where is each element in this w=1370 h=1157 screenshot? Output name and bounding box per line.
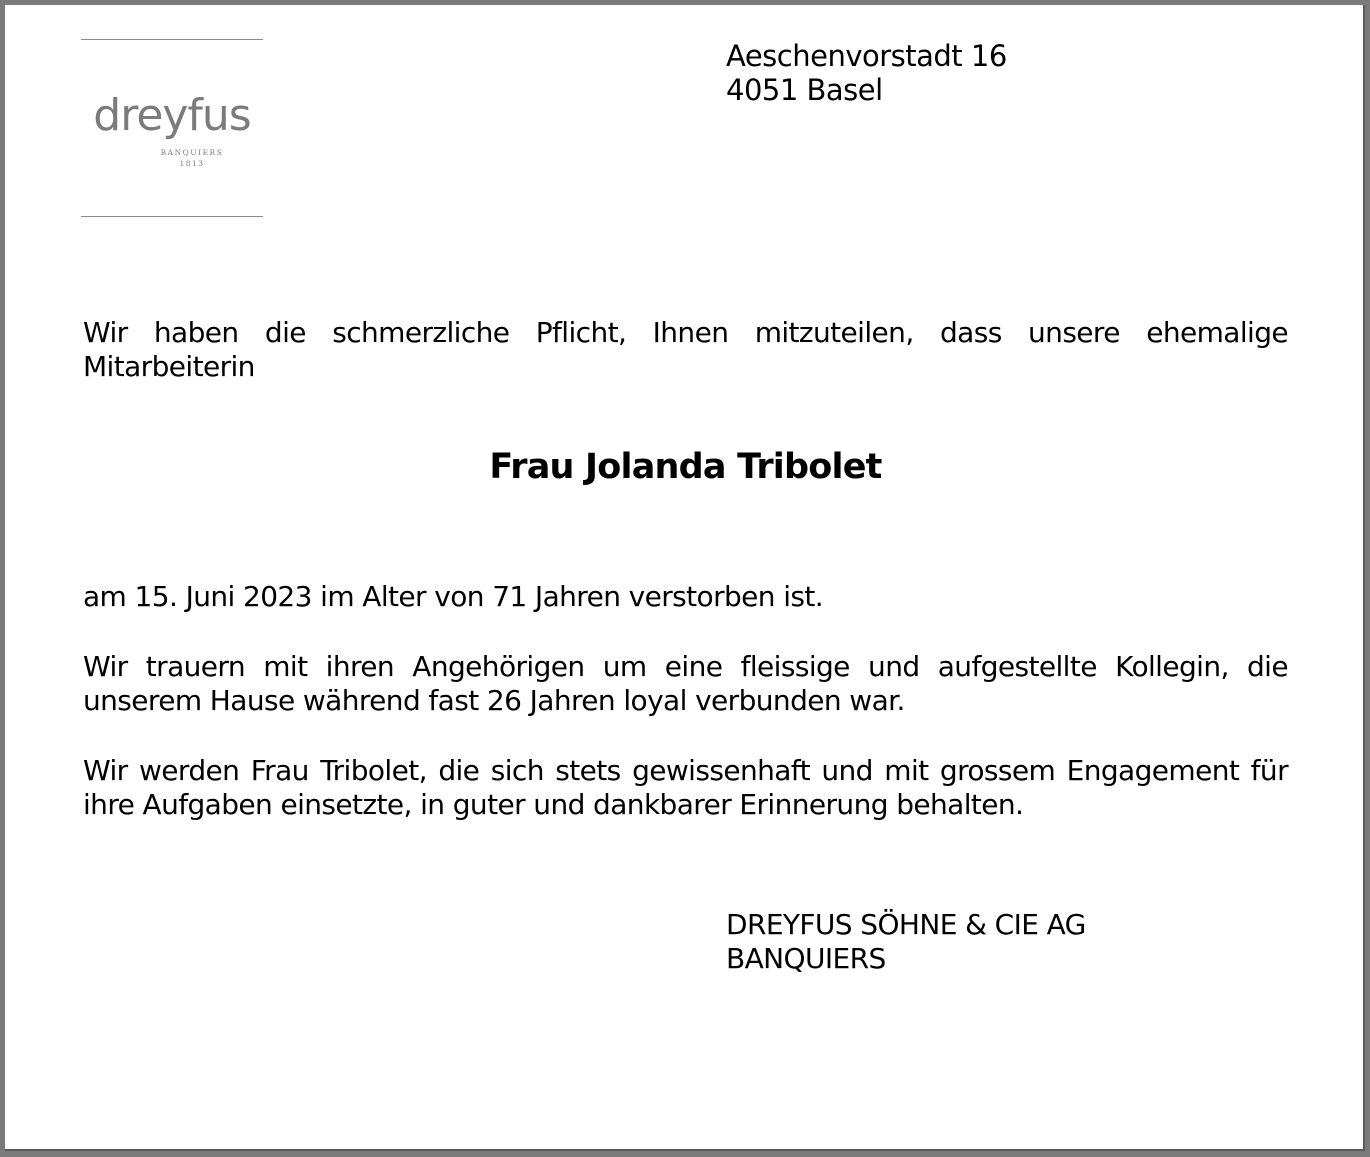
- address-city: 4051 Basel: [726, 73, 883, 107]
- intro-paragraph: Wir haben die schmerzliche Pflicht, Ihnen mitzuteilen, dass unsere ehemalige Mitarbeiterin: [83, 316, 1288, 383]
- death-line: am 15. Juni 2023 im Alter von 71 Jahren verstorben ist.: [83, 580, 824, 613]
- signature-block: [726, 908, 1086, 976]
- mourning-paragraph: Wir trauern mit ihren Angehörigen um eine fleissige und aufgestellte Kollegin, die unserem Hause während fast 26 Jahren loyal verbunden war.: [83, 650, 1288, 717]
- logo-wordmark: dreyfus: [93, 90, 251, 141]
- remembrance-paragraph: Wir werden Frau Tribolet, die sich stets gewissenhaft und mit grossem Engagement für ihre Aufgaben einsetzte, in guter und dankbarer Erinnerung behalten.: [83, 754, 1288, 821]
- logo-subtitle-text: BANQUIERS: [160, 148, 224, 157]
- signature-company: DREYFUS SÖHNE & CIE AG: [726, 908, 1086, 941]
- logo-bottom-rule: [81, 216, 263, 217]
- signature-line2: BANQUIERS: [726, 942, 886, 975]
- document-page: [5, 5, 1365, 1151]
- logo-year: 1813: [179, 159, 205, 168]
- logo-top-rule: [81, 39, 263, 40]
- address-street: Aeschenvorstadt 16: [726, 39, 1007, 73]
- deceased-name: Frau Jolanda Tribolet: [489, 447, 882, 487]
- company-logo: [81, 39, 263, 217]
- logo-subtitle: [81, 147, 263, 169]
- address-block: [726, 39, 1007, 107]
